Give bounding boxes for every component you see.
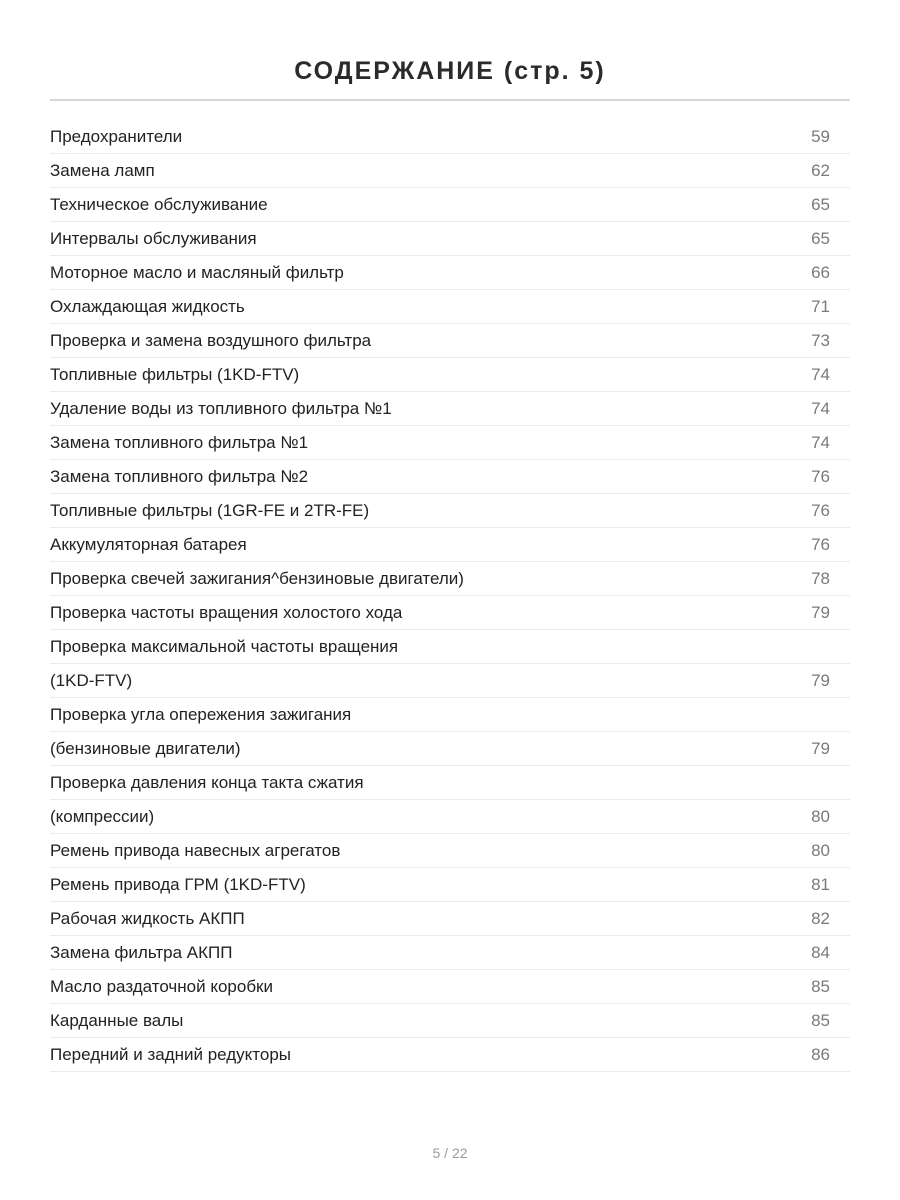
toc-list bbox=[50, 120, 850, 1072]
toc-label: (компрессии) bbox=[50, 807, 155, 826]
toc-label: (бензиновые двигатели) bbox=[50, 739, 241, 758]
toc-row[interactable] bbox=[50, 1038, 850, 1072]
toc-label: Замена ламп bbox=[50, 161, 155, 180]
toc-page-number: 84 bbox=[811, 943, 830, 962]
toc-page-number: 86 bbox=[811, 1045, 830, 1064]
toc-row[interactable] bbox=[50, 834, 850, 868]
toc-row[interactable] bbox=[50, 324, 850, 358]
toc-page-number: 59 bbox=[811, 127, 830, 146]
toc-page-number: 76 bbox=[811, 467, 830, 486]
toc-label: Охлаждающая жидкость bbox=[50, 297, 245, 316]
toc-row[interactable] bbox=[50, 426, 850, 460]
toc-row[interactable] bbox=[50, 868, 850, 902]
toc-label: Рабочая жидкость АКПП bbox=[50, 909, 245, 928]
toc-page-number: 81 bbox=[811, 875, 830, 894]
toc-label: Проверка максимальной частоты вращения bbox=[50, 637, 399, 656]
toc-label: Интервалы обслуживания bbox=[50, 229, 257, 248]
toc-label: Аккумуляторная батарея bbox=[50, 535, 247, 554]
toc-page-number: 74 bbox=[811, 365, 830, 384]
toc-row[interactable] bbox=[50, 358, 850, 392]
toc-row[interactable] bbox=[50, 732, 850, 766]
toc-label: Масло раздаточной коробки bbox=[50, 977, 273, 996]
toc-page-number: 65 bbox=[811, 195, 830, 214]
toc-row[interactable] bbox=[50, 630, 850, 664]
toc-page-number: 74 bbox=[811, 399, 830, 418]
toc-row[interactable] bbox=[50, 222, 850, 256]
toc-page-number: 76 bbox=[811, 535, 830, 554]
toc-label: Проверка свечей зажигания^бензиновые двигатели) bbox=[50, 569, 464, 588]
toc-row[interactable] bbox=[50, 596, 850, 630]
toc-label: Проверка угла опережения зажигания bbox=[50, 705, 352, 724]
toc-label: Замена топливного фильтра №1 bbox=[50, 433, 309, 452]
toc-row[interactable] bbox=[50, 902, 850, 936]
toc-label: Проверка и замена воздушного фильтра bbox=[50, 331, 372, 350]
toc-label: Техническое обслуживание bbox=[50, 195, 268, 214]
toc-label: Моторное масло и масляный фильтр bbox=[50, 263, 344, 282]
toc-page-number: 79 bbox=[811, 603, 830, 622]
toc-page-number: 66 bbox=[811, 263, 830, 282]
toc-row[interactable] bbox=[50, 800, 850, 834]
toc-label: (1KD-FTV) bbox=[50, 671, 133, 690]
toc-page-number: 62 bbox=[811, 161, 830, 180]
page-title: СОДЕРЖАНИЕ (стр. 5) bbox=[294, 56, 606, 85]
toc-page-number: 79 bbox=[811, 671, 830, 690]
toc-page-number: 78 bbox=[811, 569, 830, 588]
toc-label: Карданные валы bbox=[50, 1011, 184, 1030]
toc-page-number: 71 bbox=[811, 297, 830, 316]
toc-row[interactable] bbox=[50, 1004, 850, 1038]
toc-row[interactable] bbox=[50, 562, 850, 596]
toc-label: Топливные фильтры (1GR-FE и 2TR-FE) bbox=[50, 501, 370, 520]
toc-label: Передний и задний редукторы bbox=[50, 1045, 292, 1064]
toc-row[interactable] bbox=[50, 698, 850, 732]
toc-label: Замена топливного фильтра №2 bbox=[50, 467, 309, 486]
toc-page-number: 73 bbox=[811, 331, 830, 350]
toc-label: Ремень привода навесных агрегатов bbox=[50, 841, 341, 860]
toc-row[interactable] bbox=[50, 120, 850, 154]
toc-row[interactable] bbox=[50, 766, 850, 800]
toc-page-number: 82 bbox=[811, 909, 830, 928]
toc-page-number: 80 bbox=[811, 841, 830, 860]
toc-row[interactable] bbox=[50, 188, 850, 222]
toc-label: Предохранители bbox=[50, 127, 183, 146]
toc-page-number: 85 bbox=[811, 977, 830, 996]
toc-row[interactable] bbox=[50, 664, 850, 698]
toc-label: Ремень привода ГРМ (1KD-FTV) bbox=[50, 875, 306, 894]
toc-row[interactable] bbox=[50, 936, 850, 970]
toc-label: Проверка частоты вращения холостого хода bbox=[50, 603, 403, 622]
toc-label: Проверка давления конца такта сжатия bbox=[50, 773, 364, 792]
toc-row[interactable] bbox=[50, 290, 850, 324]
toc-label: Удаление воды из топливного фильтра №1 bbox=[50, 399, 392, 418]
toc-label: Топливные фильтры (1KD-FTV) bbox=[50, 365, 300, 384]
title-divider bbox=[50, 99, 850, 101]
toc-row[interactable] bbox=[50, 970, 850, 1004]
toc-page-number: 74 bbox=[811, 433, 830, 452]
toc-page-number: 79 bbox=[811, 739, 830, 758]
toc-page-number: 85 bbox=[811, 1011, 830, 1030]
toc-row[interactable] bbox=[50, 392, 850, 426]
toc-page-number: 76 bbox=[811, 501, 830, 520]
toc-row[interactable] bbox=[50, 460, 850, 494]
page-indicator: 5 / 22 bbox=[432, 1145, 468, 1161]
toc-page-number: 65 bbox=[811, 229, 830, 248]
toc-row[interactable] bbox=[50, 256, 850, 290]
toc-row[interactable] bbox=[50, 154, 850, 188]
toc-page-number: 80 bbox=[811, 807, 830, 826]
toc-row[interactable] bbox=[50, 528, 850, 562]
toc-row[interactable] bbox=[50, 494, 850, 528]
toc-label: Замена фильтра АКПП bbox=[50, 943, 233, 962]
